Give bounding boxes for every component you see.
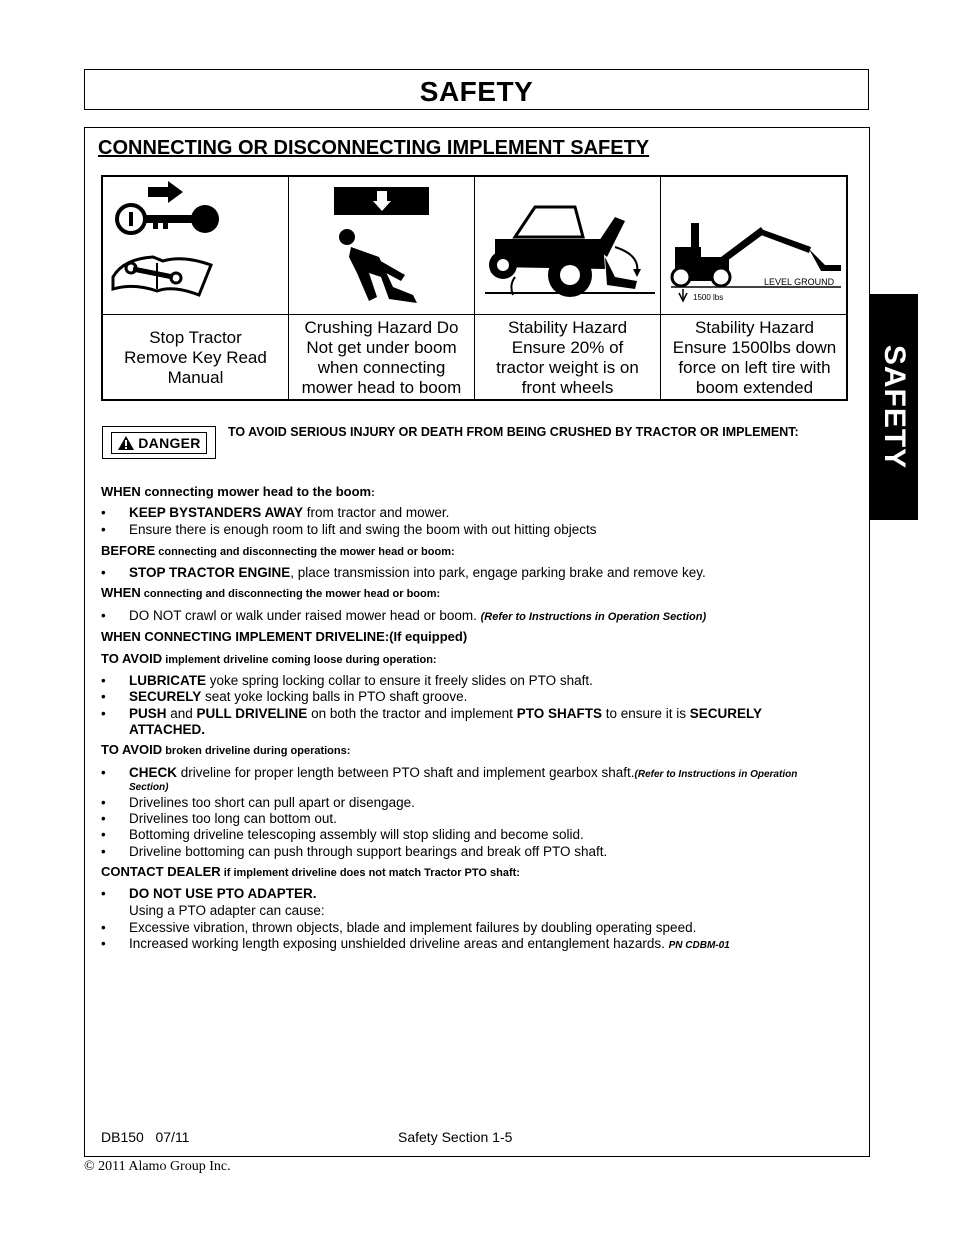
list-item: DO NOT USE PTO ADAPTER. [129, 886, 317, 901]
decal-caption-line: Manual [167, 368, 224, 387]
list-item: Driveline bottoming can push through support bearings and break off PTO shaft. [129, 844, 608, 859]
list-item: CHECK driveline for proper length between PTO shaft and implement gearbox shaft.(Refer to Instructions in Operation [129, 765, 798, 780]
decal-caption-line: Ensure 1500lbs down [672, 338, 837, 357]
copyright-notice: © 2011 Alamo Group Inc. [84, 1159, 231, 1174]
decal-caption-line: when connecting [317, 358, 446, 377]
safety-decal-table [101, 175, 848, 401]
list-item-continuation: Using a PTO adapter can cause: [129, 903, 325, 918]
list-item: STOP TRACTOR ENGINE, place transmission into park, engage parking brake and remove key. [129, 565, 706, 580]
bullet-marker: • [101, 844, 106, 859]
danger-label-box [111, 432, 206, 454]
warning-triangle-icon [117, 435, 135, 451]
list-item-continuation: ATTACHED. [129, 722, 205, 737]
bullet-marker: • [101, 706, 106, 721]
heading-contact-dealer: CONTACT DEALER if implement driveline does not match Tractor PTO shaft: [101, 864, 520, 879]
list-item: Bottoming driveline telescoping assembly will stop sliding and become solid. [129, 827, 584, 842]
danger-statement: TO AVOID SERIOUS INJURY OR DEATH FROM BEING CRUSHED BY TRACTOR OR IMPLEMENT: [228, 425, 799, 439]
decal-caption-tractor-weight [475, 315, 661, 401]
list-item: Increased working length exposing unshielded driveline areas and entanglement hazards. PN CDBM-01 [129, 936, 730, 951]
bullet-marker: • [101, 827, 106, 842]
section-title: CONNECTING OR DISCONNECTING IMPLEMENT SAFETY [98, 137, 650, 159]
list-item: Drivelines too short can pull apart or disengage. [129, 795, 415, 810]
decal-caption-line: Crushing Hazard Do [304, 318, 459, 337]
list-item: LUBRICATE yoke spring locking collar to ensure it freely slides on PTO shaft. [129, 673, 593, 688]
list-item: Ensure there is enough room to lift and swing the boom with out hitting objects [129, 522, 597, 537]
list-item: Excessive vibration, thrown objects, blade and implement failures by doubling operating speed. [129, 920, 697, 935]
side-tab-label: SAFETY [877, 344, 911, 470]
crushing-hazard-icon [289, 177, 475, 315]
heading-driveline: WHEN CONNECTING IMPLEMENT DRIVELINE:(If equipped) [101, 629, 468, 644]
decal-caption-line: Stability Hazard [507, 318, 628, 337]
list-item: PUSH and PULL DRIVELINE on both the tractor and implement PTO SHAFTS to ensure it is SECURELY [129, 706, 763, 721]
bullet-marker: • [101, 689, 106, 704]
decal-caption-line: boom extended [695, 378, 814, 397]
decal-caption-line: Not get under boom [306, 338, 457, 357]
bullet-marker: • [101, 522, 106, 537]
decal-caption-stop-tractor [103, 315, 289, 401]
heading-when: WHEN connecting and disconnecting the mower head or boom: [101, 585, 441, 600]
list-item: Drivelines too long can bottom out. [129, 811, 337, 826]
bullet-marker: • [101, 886, 106, 901]
decal-image-tractor-weight [475, 177, 661, 315]
footer-document-code: DB150 07/11 [101, 1129, 190, 1145]
bullet-marker: • [101, 565, 106, 580]
list-item-continuation: Section) [129, 782, 169, 793]
heading-to-avoid-loose: TO AVOID implement driveline coming loose during operation: [101, 651, 437, 666]
tractor-stability-icon [475, 177, 661, 315]
decal-image-boom [661, 177, 848, 315]
key-and-manual-icon [103, 177, 289, 315]
bullet-marker: • [101, 920, 106, 935]
bullet-marker: • [101, 673, 106, 688]
side-section-tab [869, 294, 918, 520]
boom-level-ground-icon [661, 177, 848, 315]
decal-caption-line: tractor weight is on [496, 358, 639, 377]
footer-page-number: Safety Section 1-5 [398, 1129, 513, 1145]
heading-to-avoid-broken: TO AVOID broken driveline during operations: [101, 742, 351, 757]
bullet-marker: • [101, 936, 106, 951]
list-item: DO NOT crawl or walk under raised mower head or boom. (Refer to Instructions in Operation Section) [129, 608, 707, 623]
heading-when-connecting: WHEN connecting mower head to the boom: [101, 484, 375, 499]
decal-caption-line: Remove Key Read [124, 348, 267, 367]
decal-caption-line: mower head to boom [301, 378, 462, 397]
bullet-marker: • [101, 505, 106, 520]
bullet-marker: • [101, 608, 106, 623]
decal-caption-line: force on left tire with [678, 358, 831, 377]
level-ground-label: LEVEL GROUND [764, 277, 835, 287]
weight-label: 1500 lbs [693, 293, 724, 302]
list-item: SECURELY seat yoke locking balls in PTO shaft groove. [129, 689, 468, 704]
page-title: SAFETY [419, 76, 534, 107]
page-header [84, 69, 869, 110]
bullet-marker: • [101, 795, 106, 810]
danger-badge [102, 426, 216, 459]
decal-caption-boom [661, 315, 848, 401]
decal-image-stop-tractor [103, 177, 289, 315]
decal-caption-line: Stability Hazard [694, 318, 815, 337]
list-item: KEEP BYSTANDERS AWAY from tractor and mower. [129, 505, 450, 520]
decal-caption-crushing [289, 315, 475, 401]
decal-image-crushing [289, 177, 475, 315]
bullet-marker: • [101, 811, 106, 826]
heading-before: BEFORE connecting and disconnecting the mower head or boom: [101, 543, 455, 558]
danger-word: DANGER [138, 434, 201, 451]
decal-caption-line: front wheels [521, 378, 614, 397]
decal-caption-line: Stop Tractor [149, 328, 242, 347]
bullet-marker: • [101, 765, 106, 780]
decal-caption-line: Ensure 20% of [511, 338, 624, 357]
